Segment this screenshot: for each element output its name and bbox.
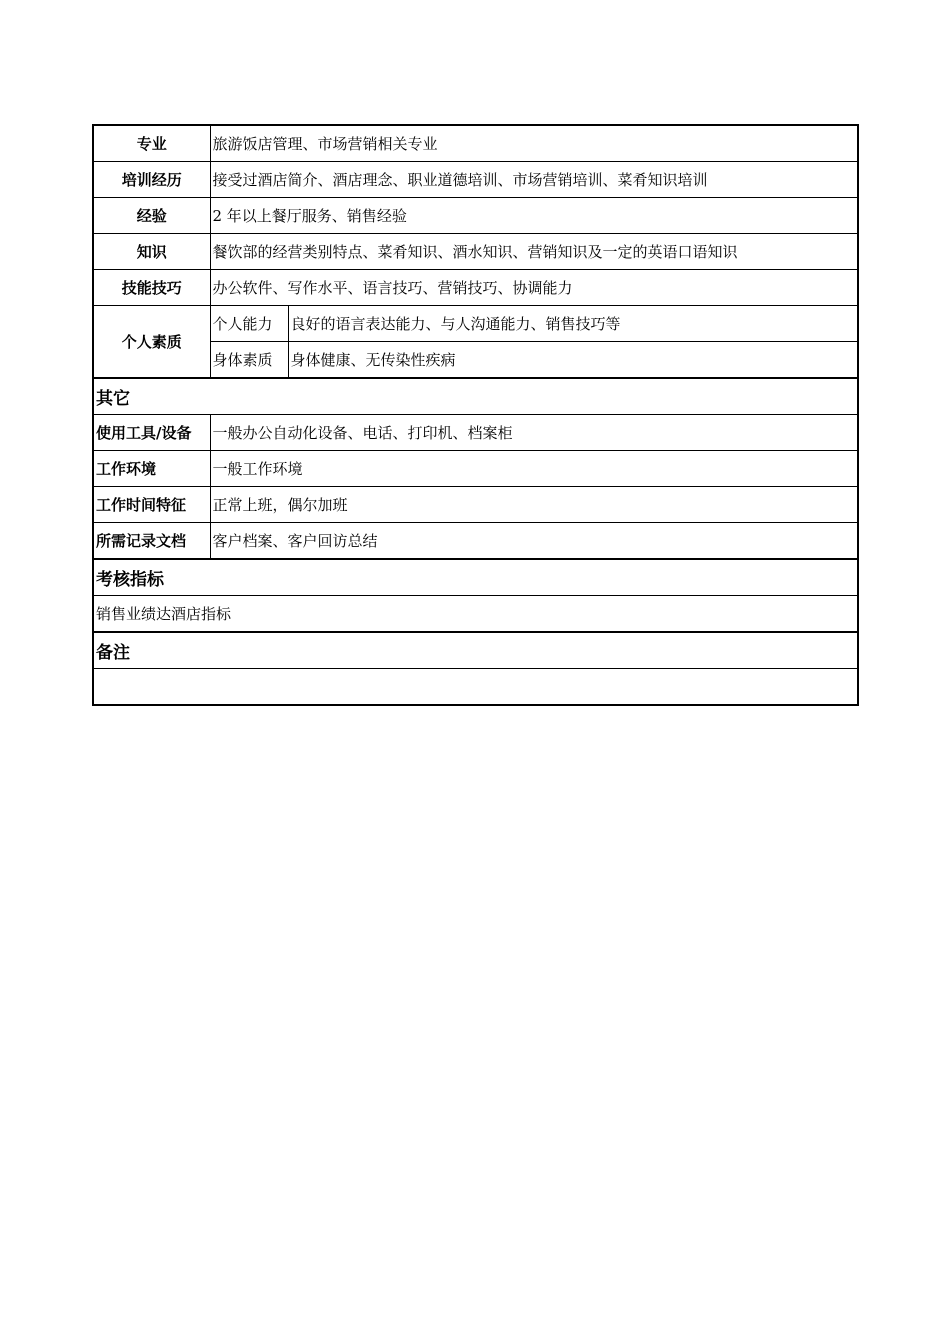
hours-value: 正常上班，偶尔加班 bbox=[210, 487, 858, 523]
other-section-title: 其它 bbox=[93, 378, 858, 415]
assessment-value: 销售业绩达酒店指标 bbox=[93, 596, 858, 633]
records-value: 客户档案、客户回访总结 bbox=[210, 523, 858, 560]
physical-quality-label: 身体素质 bbox=[210, 342, 288, 379]
physical-quality-value: 身体健康、无传染性疾病 bbox=[288, 342, 858, 379]
row-major bbox=[93, 125, 858, 162]
job-requirements-table bbox=[92, 124, 859, 706]
row-experience bbox=[93, 198, 858, 234]
tools-value: 一般办公自动化设备、电话、打印机、档案柜 bbox=[210, 415, 858, 451]
environment-label: 工作环境 bbox=[93, 451, 210, 487]
remarks-section-title: 备注 bbox=[93, 632, 858, 669]
personal-ability-value: 良好的语言表达能力、与人沟通能力、销售技巧等 bbox=[288, 306, 858, 342]
section-remarks bbox=[93, 632, 858, 669]
skills-value: 办公软件、写作水平、语言技巧、营销技巧、协调能力 bbox=[210, 270, 858, 306]
row-skills bbox=[93, 270, 858, 306]
section-other bbox=[93, 378, 858, 415]
row-records bbox=[93, 523, 858, 560]
major-label: 专业 bbox=[93, 125, 210, 162]
personal-quality-label: 个人素质 bbox=[93, 306, 210, 379]
section-assessment bbox=[93, 559, 858, 596]
experience-label: 经验 bbox=[93, 198, 210, 234]
row-environment bbox=[93, 451, 858, 487]
knowledge-label: 知识 bbox=[93, 234, 210, 270]
row-knowledge bbox=[93, 234, 858, 270]
knowledge-value: 餐饮部的经营类别特点、菜肴知识、酒水知识、营销知识及一定的英语口语知识 bbox=[210, 234, 858, 270]
row-hours bbox=[93, 487, 858, 523]
hours-label: 工作时间特征 bbox=[93, 487, 210, 523]
row-tools bbox=[93, 415, 858, 451]
job-description-sheet bbox=[92, 124, 859, 706]
remarks-value bbox=[93, 669, 858, 706]
major-value: 旅游饭店管理、市场营销相关专业 bbox=[210, 125, 858, 162]
experience-value: 2 年以上餐厅服务、销售经验 bbox=[210, 198, 858, 234]
row-remarks-value bbox=[93, 669, 858, 706]
records-label: 所需记录文档 bbox=[93, 523, 210, 560]
training-label: 培训经历 bbox=[93, 162, 210, 198]
skills-label: 技能技巧 bbox=[93, 270, 210, 306]
row-training bbox=[93, 162, 858, 198]
personal-ability-label: 个人能力 bbox=[210, 306, 288, 342]
row-personal-ability bbox=[93, 306, 858, 342]
environment-value: 一般工作环境 bbox=[210, 451, 858, 487]
tools-label: 使用工具/设备 bbox=[93, 415, 210, 451]
training-value: 接受过酒店简介、酒店理念、职业道德培训、市场营销培训、菜肴知识培训 bbox=[210, 162, 858, 198]
assessment-section-title: 考核指标 bbox=[93, 559, 858, 596]
row-assessment-value bbox=[93, 596, 858, 633]
